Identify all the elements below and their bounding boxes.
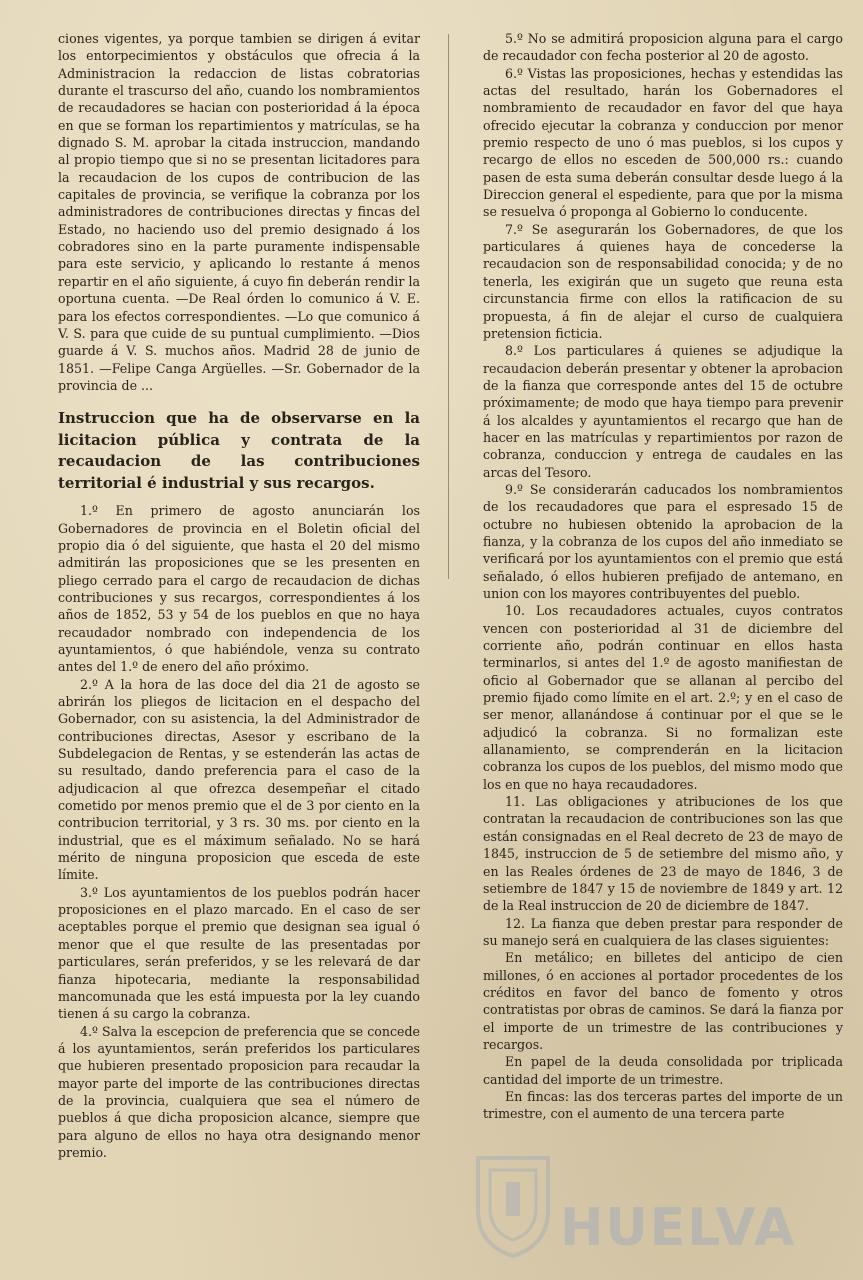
guarantee-debt-paper: En papel de la deuda consolidada por triplicada cantidad del importe de un trimestre. (483, 1054, 843, 1087)
guarantee-cash: En metálico; en billetes del anticipo de cien millones, ó en acciones al portador procedentes de los créditos en favor del banco de fomento y otros contratistas por obras de caminos. Se dará la fianza por el importe de un trimestre de las contribuciones y recargos. (483, 950, 843, 1052)
article-5: 5.º No se admitirá proposicion alguna para el cargo de recaudador con fecha posterior al 20 de agosto. (483, 31, 843, 64)
article-4: 4.º Salva la escepcion de preferencia que se concede á los ayuntamientos, serán preferidos los particulares que hubieren presentado proposicion para recaudar la mayor parte del importe de las contribuciones directas de la provincia, cualquiera que sea el número de pueblos á que dicha proposicion alcance, siempre que para alguno de ellos no haya otra designando menor premio. (58, 1023, 420, 1160)
article-3: 3.º Los ayuntamientos de los pueblos podrán hacer proposiciones en el plazo marcado. En el caso de ser aceptables porque el premio que designan sea igual ó menor que el que resulte de las presentadas por particulares, serán preferidos, y se les relevará de dar fianza hipotecaria, mediante la responsabilidad mancomunada que les está impuesta por la ley cuando tienen á su cargo la cobranza. (58, 884, 420, 1022)
article-6: 6.º Vistas las proposiciones, hechas y estendidas las actas del resultado, harán los Gobernadores el nombramiento de recaudador en favor del que haya ofrecido ejecutar la cobranza y conduccion por menor premio respecto de uno ó mas pueblos, si los cupos y recargo de ellos no esceden de 500,000 rs.: cuando pasen de esta suma deberán consultar desde luego á la Direccion general el espediente, para que por la misma se resuelva ó proponga al Gobierno lo conducente. (483, 65, 843, 220)
left-intro-paragraph: ciones vigentes, ya porque tambien se dirigen á evitar los entorpecimientos y obstáculos que ofrecia á la Administracion la redaccion de listas cobratorias durante el trascurso del año, cuando los nombramientos de recaudadores se hacian con posterioridad á la época en que se forman los repartimientos y matrículas, se ha dignado S. M. aprobar la citada instruccion, mandando al propio tiempo que si no se presentan licitadores para la recaudacion de los cupos de contribucion de las capitales de provincia, se verifique la cobranza por los administradores de contribuciones directas y fincas del Estado, no haciendo uso del premio designado á los cobradores sino en la parte puramente indispensable para este servicio, y aplicando lo restante á menos repartir en el año siguiente, á cuyo fin deberán rendir la oportuna cuenta. —De Real órden lo comunico á V. E. para los efectos correspondientes. —Lo que comunico á V. S. para que cuide de su puntual cumplimiento. —Dios guarde á V. S. muchos años. Madrid 28 de junio de 1851. —Felipe Canga Argüelles. —Sr. Gobernador de la provincia de ... (58, 31, 420, 393)
archive-seal-icon (468, 1150, 558, 1260)
article-2: 2.º A la hora de las doce del dia 21 de agosto se abrirán los pliegos de licitacion en el despacho del Gobernador, con su asistencia, la del Administrador de contribuciones directas, Asesor y escribano de la Subdelegacion de Rentas, y se estenderán las actas de su resultado, dando preferencia para el caso de la adjudicacion al que ofrezca desempeñar el citado cometido por menos premio que el de 3 por ciento en la contribucion territorial, y 3 rs. 30 ms. por ciento en la industrial, que es el máximum señalado. No se hará mérito de ninguna proposicion que esceda de este límite. (58, 676, 420, 883)
article-7: 7.º Se asegurarán los Gobernadores, de que los particulares á quienes haya de concederse la recaudacion son de responsabilidad conocida; y de no tenerla, les exigirán que un sugeto que reuna esta circunstancia firme con ellos la ratificacion de su propuesta, á fin de alejar el curso de cualquiera pretension ficticia. (483, 221, 843, 341)
article-12: 12. La fianza que deben prestar para responder de su manejo será en cualquiera de las clases siguientes: (483, 915, 843, 948)
left-column (58, 30, 420, 1161)
article-11: 11. Las obligaciones y atribuciones de los que contratan la recaudacion de contribuciones son las que están consignadas en el Real decreto de 23 de mayo de 1845, instruccion de 5 de setiembre del mismo año, y en las Reales órdenes de 23 de mayo de 1846, 3 de setiembre de 1847 y 15 de noviembre de 1849 y art. 12 de la Real instruccion de 20 de diciembre de 1847. (483, 794, 843, 914)
right-column (483, 30, 843, 1123)
article-1: 1.º En primero de agosto anunciarán los Gobernadores de provincia en el Boletin oficial del propio dia ó del siguiente, que hasta el 20 del mismo admitirán las proposiciones que se les presenten en pliego cerrado para el cargo de recaudacion de dichas contribuciones y sus recargos, correspondientes á los años de 1852, 53 y 54 de los pueblos en que no haya recaudador nombrado con independencia de los ayuntamientos, ó que habiéndole, venza su contrato antes del 1.º de enero del año próximo. (58, 503, 420, 675)
article-9: 9.º Se considerarán caducados los nombramientos de los recaudadores que para el espresado 15 de octubre no hubiesen obtenido la aprobacion de la fianza, y la cobranza de los cupos del año inmediato se verificará por los ayuntamientos con el premio que está señalado, ó ellos hubieren prefijado de antemano, en union con los mayores contribuyentes del pueblo. (483, 481, 843, 601)
article-8: 8.º Los particulares á quienes se adjudique la recaudacion deberán presentar y obtener la aprobacion de la fianza que corresponde antes del 15 de octubre próximamente; de modo que haya tiempo para prevenir á los alcaldes y ayuntamientos el recargo que han de hacer en las matrículas y repartimientos por razon de cobranza, conduccion y entrega de caudales en las arcas del Tesoro. (483, 343, 843, 480)
instruction-heading: Instruccion que ha de observarse en la licitacion pública y contrata de la recaudacion de las contribuciones territorial é industrial y sus recargos. (58, 409, 420, 492)
column-divider (448, 34, 449, 579)
archive-watermark: HUELVA (560, 1198, 797, 1258)
article-10: 10. Los recaudadores actuales, cuyos contratos vencen con posterioridad al 31 de diciembre del corriente año, podrán continuar en ellos hasta terminarlos, si antes del 1.º de agosto manifiestan de oficio al Gobernador que se allanan al percibo del premio fijado como límite en el art. 2.º; y en el caso de ser menor, allanándose á continuar por el que se le adjudicó la cobranza. Si no formalizan este allanamiento, se comprenderán en la licitacion cobranza los cupos de los pueblos, del mismo modo que los en que no haya recaudadores. (483, 603, 843, 792)
guarantee-property: En fincas: las dos terceras partes del importe de un trimestre, con el aumento de una tercera parte (483, 1088, 843, 1122)
